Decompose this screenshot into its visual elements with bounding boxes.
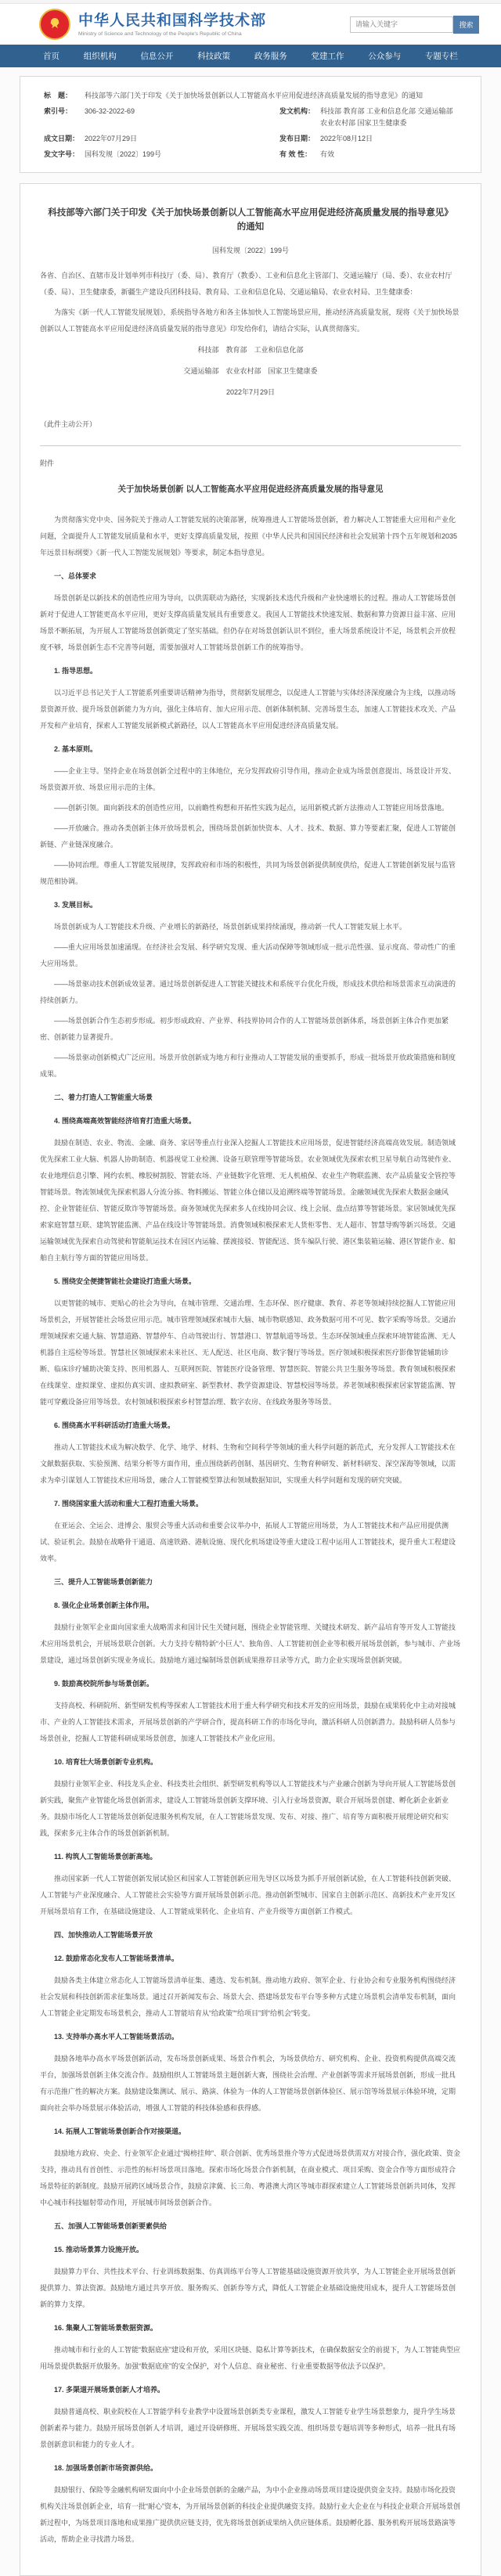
item-heading: 10. 培育壮大场景创新专业机构。 bbox=[54, 1758, 158, 1766]
item-heading: 4. 围绕高端高效智能经济培育打造重大场景。 bbox=[54, 1117, 196, 1125]
item-heading: 13. 支持举办高水平人工智能场景活动。 bbox=[54, 2033, 179, 2041]
meta-title-value: 科技部等六部门关于印发《关于加快场景创新以人工智能高水平应用促进经济高质量发展的指导意见》的通知 bbox=[85, 92, 424, 99]
meta-label: 有 效 性： bbox=[279, 150, 312, 158]
doc-paragraph: 推动人工智能技术成为解决数学、化学、地学、材料、生物和空间科学等领域的重大科学问题的新范式，充分发挥人工智能技术在文献数据获取、实验预测、结果分析等方面作用，重点围绕新药创制、基因研究、生物育种研发、新材料研发、深空深海等领域，以需求为牵引谋划人工智能技术应用场景，融合人工智能模型算法和领域数据知识，实现重大科学问题和发现的研究突破。 bbox=[40, 1443, 456, 1484]
item-heading: 9. 鼓励高校院所参与场景创新。 bbox=[54, 1680, 154, 1688]
document-number: 国科发规〔2022〕199号 bbox=[211, 247, 290, 254]
chapter-heading: 五、加强人工智能场景创新要素供给 bbox=[54, 2222, 168, 2230]
item-heading: 6. 围绕高水平科研活动打造重大场景。 bbox=[54, 1421, 175, 1429]
doc-paragraph: 鼓励行业领军企业面向国家重大战略需求和国计民生关键问题，围绕企业智能管理、关键技术研发、新产品培育等开发人工智能技术应用场景机会，开展场景联合创新。大力支持专精特新“小巨人”、独角兽、人工智能初创企业等积极开展场景创新，参与城市、产业场景建设，通过场景创新实现业务成长。鼓励地方通过编制场景创新成果推荐目录等方式，助力企业实现场景创新突破。 bbox=[40, 1623, 460, 1664]
doc-paragraph: ——场景创新合作生态初步形成。初步形成政府、产业界、科技界协同合作的人工智能场景创新体系，场景创新主体合作更加紧密、创新能力显著提升。 bbox=[40, 1017, 449, 1041]
nav-item-4[interactable]: 政务服务 bbox=[254, 52, 287, 61]
doc-paragraph: 为贯彻落实党中央、国务院关于推动人工智能发展的决策部署，统筹推进人工智能场景创新，着力解决人工智能重大应用和产业化问题，全面提升人工智能发展质量和水平，更好支撑高质量发展，按照《中华人民共和国国民经济和社会发展第十四个五年规划和2035年远景目标纲要》《新一代人工智能发展规划》等要求，制定本指导意见。 bbox=[40, 516, 458, 557]
chapter-heading: 四、加快推动人工智能场景开放 bbox=[54, 1931, 153, 1939]
item-heading: 11. 构筑人工智能场景创新高地。 bbox=[54, 1853, 157, 1861]
doc-paragraph: ——开放融合。推动各类创新主体开放场景机会，围绕场景创新加快资本、人才、技术、数据、算力等要素汇聚，促进人工智能创新链、产业链深度融合。 bbox=[40, 824, 456, 848]
meta-value: 科技部 教育部 工业和信息化部 交通运输部 农业农村部 国家卫生健康委 bbox=[319, 107, 453, 127]
site-title: 中华人民共和国科学技术部 bbox=[78, 12, 267, 29]
item-heading: 3. 发展目标。 bbox=[54, 901, 98, 909]
meta-cell bbox=[279, 133, 457, 145]
document-card bbox=[20, 183, 481, 2576]
nav-item-7[interactable]: 专题专栏 bbox=[424, 52, 458, 61]
doc-paragraph: ——创新引领。面向新技术的创造性应用，以前瞻性构想和开拓性实践为起点，运用新模式新方法推动人工智能应用场景落地。 bbox=[54, 804, 449, 812]
doc-paragraph: 鼓励行业领军企业、科技龙头企业、科技类社会组织、新型研发机构等以人工智能技术与产业融合创新为导向开展人工智能场景创新实践，聚焦产业智能化场景创新需求，建设人工智能场景创新支撑环境、引入行业场景资源，联合开展场景创建、孵化新企业新业务。鼓励市场化人工智能场景创新促进服务机构发展，在人工智能场景发现、发布、对接、推广、培育等方面积极开展理论研究和实践，探索多元主体合作的场景创新新机制。 bbox=[40, 1780, 456, 1837]
doc-paragraph: ——企业主导。坚持企业在场景创新全过程中的主体地位，充分发挥政府引导作用，推动企业成为场景创意提出、场景设计开发、场景资源开放、场景应用示范的主体。 bbox=[40, 767, 456, 791]
doc-paragraph: ——场景驱动技术创新成效显著。通过场景创新促进人工智能关键技术和系统平台优化升级，形成技术供给和场景需求互动演进的持续创新力。 bbox=[40, 980, 456, 1004]
meta-cell bbox=[44, 133, 279, 145]
doc-paragraph: 鼓励普通高校、职业院校在人工智能学科专业教学中设置场景创新类专业课程，激发人工智能专业学生场景想象力，提升学生场景创新素养与能力。鼓励开展场景创新人才培训，通过开设研修班、开展场景实践交流、组织场景专题培训等多种形式，培养一批具有场景创新意识和能力的专业人才。 bbox=[40, 2408, 456, 2448]
meta-cell bbox=[44, 149, 279, 160]
meta-title-label: 标 题： bbox=[44, 92, 73, 99]
doc-paragraph: 鼓励算力平台、共性技术平台、行业训练数据集、仿真训练平台等人工智能基础设施资源开放共享，为人工智能企业开展场景创新提供算力、算法资源。鼓励地方通过共享开放、服务购买、创新券等方式，降低人工智能企业基础设施使用成本，提升人工智能场景创新的算力支撑。 bbox=[40, 2268, 456, 2308]
document-body bbox=[40, 268, 461, 2548]
doc-addressee: 各省、自治区、直辖市及计划单列市科技厅（委、局）、教育厅（教委）、工业和信息化主管部门、交通运输厅（局、委）、农业农村厅（委、局）、卫生健康委，新疆生产建设兵团科技局、教育局、工业和信息化局、交通运输局、农业农村局、卫生健康委： bbox=[40, 272, 452, 296]
doc-paragraph: 鼓励在制造、农业、物流、金融、商务、家居等重点行业深入挖掘人工智能技术应用场景，促进智能经济高端高效发展。制造领域优先探索工业大脑、机器人协助制造、机器视觉工业检测、设备互联管理等智能场景。农业领域优先探索农机卫星导航自动驾驶作业、农业地理信息引擎、网约农机、橡胶树割胶、智能农场、产业链数字化管理、无人机植保、农业生产物联监测、农产品质量安全管控等智能场景。物流领域优先探索机器人分流分拣、物料搬运、智能立体仓储以及追溯终端等智能场景。金融领域优先探索大数据金融风控、企业智能征信、智能反欺诈等智能场景。商务领域优先探索多人在线协同会议、线上会展、盘点结算等智能场景。家居领域优先探索家庭智慧互联、建筑智能监测、产品在线设计等智能场景。消费领域积极探索无人货柜零售、无人超市、智慧导购等新兴场景。交通运输领域优先探索自动驾驶和智能航运技术在园区内运输、摆渡接驳、智能配送、货车编队行驶、港区集装箱运输、港区智能作业、船舶自主航行等方面的智能应用场景。 bbox=[40, 1139, 456, 1262]
meta-value: 有效 bbox=[319, 150, 334, 158]
doc-paragraph: 在亚运会、全运会、进博会、服贸会等重大活动和重要会议举办中，拓展人工智能应用场景，为人工智能技术和产品应用提供测试、验证机会。鼓励在战略骨干通道、高速铁路、港航设施、现代化机场建设等重大建设工程中运用人工智能技术，提升重大工程建设效率。 bbox=[40, 1522, 456, 1562]
chapter-heading: 三、提升人工智能场景创新能力 bbox=[54, 1578, 153, 1586]
document-meta-card bbox=[20, 76, 481, 173]
meta-title-row bbox=[44, 90, 457, 102]
doc-paragraph: 以更智能的城市、更贴心的社会为导向，在城市管理、交通治理、生态环保、医疗健康、教育、养老等领域持续挖掘人工智能应用场景机会，开展智能社会场景应用示范。城市管理领域探索城市大脑、城市物联感知、政务数据可用不可见、数字采购等场景。交通治理领域探索交通大脑、智慧道路、智慧停车、自动驾驶出行、智慧港口、智慧航道等场景。生态环保领域重点探索环境智能监测、无人机器自主巡检等场景。智慧社区领域探索未来社区、无人配送、社区电商、数字餐厅等场景。医疗领域积极探索医疗影像智能辅助诊断、临床诊疗辅助决策支持、医用机器人、互联网医院、智能医疗设备管理、智慧医院、智能公共卫生服务等场景。教育领域积极探索在线课堂、虚拟课堂、虚拟仿真实训、虚拟教研室、新型教材、教学资源建设、智慧校园等场景。养老领域积极探索居家智能监测、智能可穿戴设备应用等场景。农村领域积极探索乡村智慧治理、数字农房、在线政务服务等场景。 bbox=[40, 1299, 456, 1406]
meta-label: 发文机构： bbox=[279, 107, 315, 115]
doc-paragraph: 鼓励地方政府、央企、行业领军企业通过“揭榜挂帅”、联合创新、优秀场景推介等方式促进场景供需双方对接合作，强化政策、资金支持，推动具有首创性、示范性的标杆场景项目落地。探索市场化场景合作新机制，在商业模式、项目采购、资金合作等方面形成符合场景特征的新制度。鼓励开展跨区域场景合作，鼓励京津冀、长三角、粤港澳大湾区等城市群探索建立人工智能场景创新共同体，发挥中心城市科技辐射带动作用，开展城市间场景创新合作。 bbox=[40, 2149, 460, 2207]
nav-item-2[interactable]: 信息公开 bbox=[140, 52, 174, 61]
item-heading: 14. 拓展人工智能场景创新合作对接渠道。 bbox=[54, 2127, 186, 2135]
meta-value: 2022年07月29日 bbox=[85, 135, 138, 142]
site-header bbox=[0, 4, 501, 45]
disclosure-note: （此件主动公开） bbox=[40, 420, 97, 428]
attachment-title: 关于加快场景创新 以人工智能高水平应用促进经济高质量发展的指导意见 bbox=[117, 485, 384, 494]
document-title: 科技部等六部门关于印发《关于加快场景创新以人工智能高水平应用促进经济高质量发展的指导意见》的通知 bbox=[48, 208, 453, 232]
signature-line: 交通运输部 农业农村部 国家卫生健康委 bbox=[183, 367, 318, 375]
meta-label: 索引号： bbox=[44, 107, 73, 115]
nav-item-6[interactable]: 公众参与 bbox=[368, 52, 402, 61]
signature-line: 科技部 教育部 工业和信息化部 bbox=[197, 346, 304, 354]
meta-row bbox=[44, 149, 457, 160]
doc-paragraph: 场景创新成为人工智能技术升级、产业增长的新路径，场景创新成果持续涌现，推动新一代人工智能发展上水平。 bbox=[54, 923, 407, 931]
search-button[interactable]: 搜索 bbox=[453, 16, 479, 34]
meta-value: 306-32-2022-69 bbox=[85, 107, 135, 115]
doc-paragraph: 鼓励银行、保险等金融机构研发面向中小企业场景创新的金融产品，为中小企业推动场景项目建设提供资金支持。鼓励市场化投资机构关注场景创新企业，培育一批“耐心”资本，为开展场景创新的科技企业提供融资支持。鼓励行业大企业在与科技企业联合开展场景创新过程中，为场景项目落地和成果推广提供供应链支持，优先将场景创新成果纳入供应链体系。鼓励孵化器、服务机构开展场景路演等活动，帮助企业寻找潜力场景。 bbox=[40, 2486, 460, 2543]
page-background bbox=[0, 67, 501, 2576]
chapter-heading: 二、着力打造人工智能重大场景 bbox=[54, 1093, 153, 1101]
attachment-label: 附件 bbox=[40, 459, 55, 467]
doc-paragraph: ——场景驱动创新模式广泛应用。场景开放创新成为地方和行业推动人工智能发展的重要抓手，形成一批场景开放政策措施和制度成果。 bbox=[40, 1054, 456, 1078]
signature-line: 2022年7月29日 bbox=[225, 388, 276, 396]
doc-paragraph: 鼓励各地举办高水平场景创新活动，发布场景创新成果、场景合作机会，为场景供给方、研究机构、企业、投资机构提供高端交流平台，加强场景创新主体交流合作。鼓励组织人工智能场景主题创新大赛，围绕社会治理、产业创新等需求开展场景创新，形成一批具有示范推广性的解决方案。鼓励建设集测试、展示、路演、体验为一体的人工智能场景创新体验区、展示馆等场景展示体验环境，定期面向社会举办场景展示体验活动，增强人工智能的科技体验感和获得感。 bbox=[40, 2055, 456, 2112]
item-heading: 15. 推动场景算力设施开放。 bbox=[54, 2246, 144, 2254]
nav-item-5[interactable]: 党建工作 bbox=[311, 52, 344, 61]
item-heading: 18. 加强场景创新市场资源供给。 bbox=[54, 2464, 158, 2472]
national-emblem-icon: ★ bbox=[39, 9, 70, 40]
doc-paragraph: 鼓励各类主体建立常态化人工智能场景清单征集、遴选、发布机制。推动地方政府、领军企业、行业协会和专业服务机构围绕经济社会发展和科技创新需求征集场景。通过召开新闻发布会、场景大会、搭建场景发布平台等多种方式建立场景机会清单发布机制，面向人工智能企业定期发布场景机会，推动人工智能培育从“给政策”“给项目”到“给机会”转变。 bbox=[40, 1976, 456, 2017]
doc-paragraph: 以习近平总书记关于人工智能系列重要讲话精神为指导，贯彻新发展理念，以促进人工智能与实体经济深度融合为主线，以推动场景资源开放、提升场景创新能力为方向，强化主体培育、加大应用示范、创新体制机制、完善场景生态，加速人工智能技术攻关、产品开发和产业培育，探索人工智能发展新模式新路径，以人工智能高水平应用促进经济高质量发展。 bbox=[40, 689, 456, 730]
chapter-heading: 一、总体要求 bbox=[54, 572, 97, 580]
item-heading: 5. 围绕安全便捷智能社会建设打造重大场景。 bbox=[54, 1277, 196, 1285]
item-heading: 2. 基本原则。 bbox=[54, 745, 98, 753]
main-navbar bbox=[0, 45, 501, 67]
doc-paragraph: 支持高校、科研院所、新型研发机构等探索人工智能技术用于重大科学研究和技术开发的应用场景，鼓励在成果转化中主动对接城市、产业的人工智能技术需求，开展场景创新的产学研合作，提高科研工作的市场化导向，激活科研人员创新潜力。鼓励科研人员参与场景创业，挖掘人工智能科研成果场景创意，加速人工智能技术产业化应用。 bbox=[40, 1702, 456, 1742]
divider bbox=[40, 445, 461, 446]
meta-row bbox=[44, 133, 457, 145]
item-heading: 12. 鼓励常态化发布人工智能场景清单。 bbox=[54, 1955, 179, 1962]
search-bar bbox=[350, 16, 479, 34]
nav-item-3[interactable]: 科技政策 bbox=[197, 52, 231, 61]
doc-paragraph: 场景创新是以新技术的创造性应用为导向，以供需联动为路径，实现新技术迭代升级和产业快速增长的过程。推动人工智能场景创新对于促进人工智能更高水平应用，更好支撑高质量发展具有重要意义。我国人工智能技术快速发展、数据和算力资源日益丰富、应用场景不断拓展，为开展人工智能场景创新奠定了坚实基础。但仍存在对场景创新认识不到位，重大场景系统设计不足，场景机会开放程度不够，场景创新生态不完善等问题，需要加强对人工智能场景创新工作的统筹指导。 bbox=[40, 594, 456, 651]
item-heading: 1. 指导思想。 bbox=[54, 667, 98, 675]
nav-item-0[interactable]: 首页 bbox=[43, 52, 59, 61]
site-title-group bbox=[78, 13, 350, 37]
item-heading: 7. 围绕国家重大活动和重大工程打造重大场景。 bbox=[54, 1500, 204, 1508]
meta-row bbox=[44, 106, 457, 129]
meta-value: 2022年08月12日 bbox=[319, 135, 373, 142]
meta-cell bbox=[44, 106, 279, 129]
meta-label: 发文字号： bbox=[44, 150, 80, 158]
meta-label: 成文日期： bbox=[44, 135, 80, 142]
meta-label: 发布日期： bbox=[279, 135, 315, 142]
search-input[interactable] bbox=[350, 16, 453, 33]
doc-paragraph: 推动国家新一代人工智能创新发展试验区和国家人工智能创新应用先导区以场景为抓手开展创新试验，在人工智能科技创新突破、人工智能与产业深度融合、人工智能社会实验等方面开展场景创新示范。推动创新型城市、国家自主创新示范区、高新技术产业开发区开展场景培育工作，在基础设施建设、人工智能成果转化、企业培育、产业升级等方面创新工作模式。 bbox=[40, 1875, 456, 1915]
doc-paragraph: 为落实《新一代人工智能发展规划》，系统指导各地方和各主体加快人工智能场景应用，推动经济高质量发展，现将《关于加快场景创新以人工智能高水平应用促进经济高质量发展的指导意见》印发给你们，请结合实际，认真贯彻落实。 bbox=[40, 308, 460, 333]
item-heading: 17. 多渠道开展场景创新人才培养。 bbox=[54, 2386, 165, 2394]
doc-paragraph: 推动城市和行业的人工智能“数据底座”建设和开放，采用区块链、隐私计算等新技术，在确保数据安全的前提下，为人工智能典型应用场景提供数据开放服务。加强“数据底座”的安全保护，对个人信息、商业秘密、行业重要数据等依法予以保护。 bbox=[40, 2346, 460, 2370]
item-heading: 16. 集聚人工智能场景数据资源。 bbox=[54, 2324, 158, 2332]
doc-paragraph: ——协同治理。尊重人工智能发展规律，发挥政府和市场的积极性，共同为场景创新提供制度供给，促进人工智能创新发展与监管规范相协调。 bbox=[40, 861, 456, 885]
meta-cell bbox=[279, 149, 457, 160]
doc-paragraph: ——重大应用场景加速涌现。在经济社会发展、科学研究发现、重大活动保障等领域形成一批示范性强、显示度高、带动性广的重大应用场景。 bbox=[40, 943, 456, 967]
meta-value: 国科发规〔2022〕199号 bbox=[85, 150, 162, 158]
nav-item-1[interactable]: 组织机构 bbox=[83, 52, 117, 61]
meta-cell bbox=[279, 106, 457, 129]
item-heading: 8. 强化企业场景创新主体作用。 bbox=[54, 1601, 154, 1609]
site-subtitle: Ministry of Science and Technology of the People's Republic of China bbox=[78, 31, 242, 37]
